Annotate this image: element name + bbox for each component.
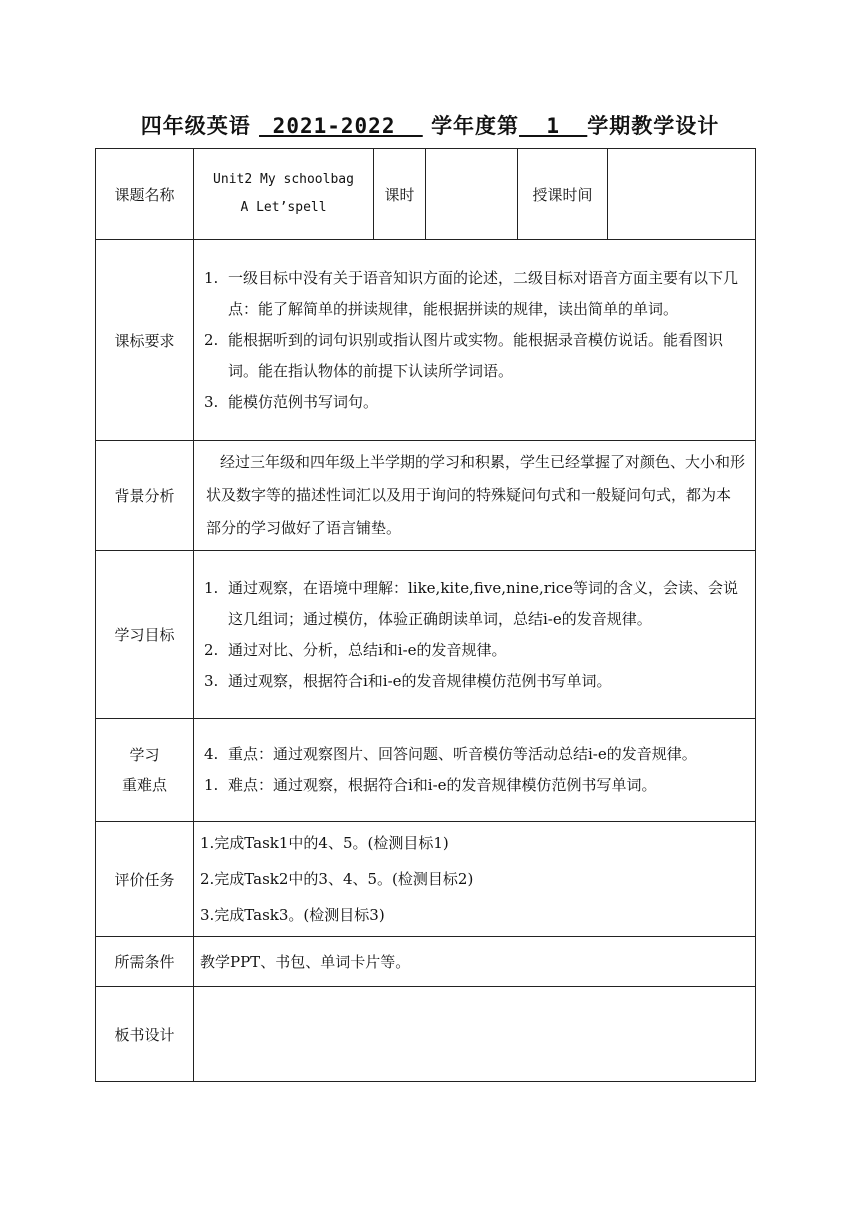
item-number: 4. (204, 745, 219, 763)
period-label: 课时 (374, 149, 426, 240)
item-number: 1. (204, 776, 219, 794)
list-item (202, 387, 749, 418)
list-item (202, 770, 749, 801)
item-number: 3. (204, 671, 219, 690)
row-evaluation (96, 822, 756, 937)
board-content (194, 987, 756, 1082)
evaluation-content (194, 822, 756, 937)
item-text: 通过对比、分析，总结i和i-e的发音规律。 (228, 640, 507, 659)
title-year: 2021-2022 (259, 114, 423, 138)
row-standards (96, 240, 756, 441)
evaluation-label: 评价任务 (96, 822, 194, 937)
course-name-line1: Unit2 My schoolbag (213, 172, 354, 187)
row-background (96, 441, 756, 551)
item-number: 1. (204, 268, 219, 287)
list-item (202, 573, 749, 635)
list-item (202, 635, 749, 666)
conditions-text: 教学PPT、书包、单词卡片等。 (194, 937, 756, 987)
row-objectives (96, 551, 756, 719)
row-board (96, 987, 756, 1082)
lesson-design-table (95, 148, 756, 1082)
list-item (202, 325, 749, 387)
row-conditions (96, 937, 756, 987)
key-difficult-label-line2: 重难点 (121, 776, 167, 794)
key-difficult-label-line1: 学习 (129, 746, 160, 764)
course-name-line2: A Let’spell (240, 200, 327, 215)
standards-label: 课标要求 (96, 240, 194, 441)
evaluation-line: 2.完成Task2中的3、4、5。(检测目标2) (200, 870, 474, 888)
conditions-label: 所需条件 (96, 937, 194, 987)
list-item (202, 263, 749, 325)
standards-content (194, 240, 756, 441)
item-number: 3. (204, 392, 219, 411)
background-content (194, 441, 756, 551)
item-text: 重点：通过观察图片、回答问题、听音模仿等活动总结i-e的发音规律。 (228, 745, 697, 763)
objectives-content (194, 551, 756, 719)
objectives-label: 学习目标 (96, 551, 194, 719)
item-text: 难点：通过观察，根据符合i和i-e的发音规律模仿范例书写单词。 (228, 776, 657, 794)
item-number: 2. (204, 640, 219, 659)
list-item (202, 739, 749, 770)
board-label: 板书设计 (96, 987, 194, 1082)
title-term: 1 (519, 114, 588, 138)
item-number: 1. (204, 578, 219, 597)
item-text: 通过观察，在语境中理解：like,kite,five,nine,rice等词的含义，会读、会说这几组词；通过模仿，体验正确朗读单词，总结i-e的发音规律。 (228, 578, 739, 628)
item-text: 能根据听到的词句识别或指认图片或实物。能根据录音模仿说话。能看图识词。能在指认物体的前提下认读所学词语。 (228, 330, 724, 380)
title-suffix: 学期教学设计 (587, 113, 720, 138)
title-middle: 学年度第 (431, 113, 520, 138)
list-item (202, 666, 749, 697)
item-text: 能模仿范例书写词句。 (228, 392, 379, 411)
title-prefix: 四年级英语 (140, 113, 251, 138)
row-course (96, 149, 756, 240)
item-text: 一级目标中没有关于语音知识方面的论述，二级目标对语音方面主要有以下几点：能了解简单的拼读规律，能根据拼读的规律，读出简单的单词。 (228, 268, 739, 318)
background-label: 背景分析 (96, 441, 194, 551)
teaching-time-value (608, 149, 756, 240)
item-number: 2. (204, 330, 219, 349)
course-name-label: 课题名称 (96, 149, 194, 240)
teaching-time-label: 授课时间 (518, 149, 608, 240)
key-difficult-content (194, 719, 756, 822)
evaluation-line: 1.完成Task1中的4、5。(检测目标1) (200, 834, 449, 852)
document-title (0, 110, 860, 140)
key-difficult-label (96, 719, 194, 822)
item-text: 通过观察，根据符合i和i-e的发音规律模仿范例书写单词。 (228, 671, 612, 690)
background-text: 经过三年级和四年级上半学期的学习和积累，学生已经掌握了对颜色、大小和形状及数字等的描述性词汇以及用于询问的特殊疑问句式和一般疑问句式，都为本部分的学习做好了语言铺垫。 (206, 453, 746, 537)
course-name-value (194, 149, 374, 240)
period-value (426, 149, 518, 240)
row-key-difficult (96, 719, 756, 822)
evaluation-line: 3.完成Task3。(检测目标3) (200, 906, 385, 924)
